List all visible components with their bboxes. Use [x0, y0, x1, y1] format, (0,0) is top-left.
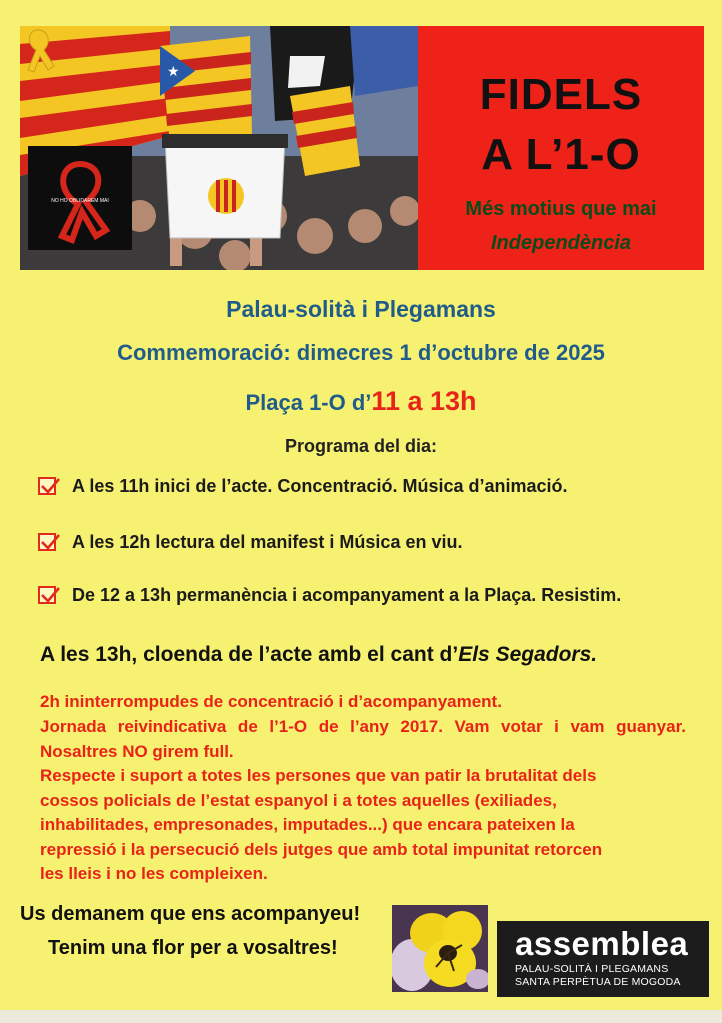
- place-prefix: Plaça 1-O d’: [245, 390, 372, 415]
- logo-sub-1: PALAU-SOLITÀ I PLEGAMANS: [515, 963, 669, 975]
- checkbox-icon: [38, 533, 56, 551]
- invitation-line: Us demanem que ens acompanyeu!: [20, 903, 361, 925]
- program-heading: Programa del dia:: [284, 436, 438, 456]
- statement-line-1: 2h ininterrompudes de concentració i d’acompanyament.: [40, 692, 502, 711]
- event-date: Commemoració: dimecres 1 d’octubre de 2025: [117, 340, 605, 365]
- statement-line: inhabilitades, empresonades, imputades...) que encara pateixen la: [40, 815, 575, 835]
- pansy-flower-icon: [392, 905, 488, 992]
- logo-sub-2: SANTA PERPÈTUA DE MOGODA: [515, 976, 681, 988]
- closing-line: [40, 643, 597, 667]
- statement-paragraph-3: [40, 764, 686, 887]
- program-item: [38, 474, 568, 498]
- bottom-strip: [0, 1010, 722, 1023]
- statement-line: repressió i la persecució dels jutges que amb total impunitat retorcen: [40, 839, 603, 859]
- closing-d: d’: [439, 643, 459, 666]
- program-item: [38, 583, 621, 607]
- crowd-with-flags-illustration: [20, 26, 418, 270]
- place-time: 11 a 13h: [371, 386, 477, 416]
- statement-line: Respecte i suport a totes les persones que van patir la brutalitat dels: [40, 766, 597, 785]
- title-line-2: A L’1-O: [481, 130, 641, 179]
- flower-photo: [392, 905, 488, 992]
- program-item-text: A les 11h inici de l’acte. Concentració. Música d’animació.: [72, 475, 568, 496]
- flower-line: Tenim una flor per a vosaltres!: [48, 937, 338, 959]
- svg-text:★: ★: [167, 63, 180, 79]
- subtitle: Més motius que mai: [465, 198, 657, 220]
- title-line-1: FIDELS: [479, 70, 643, 119]
- title-box: [418, 26, 704, 270]
- statement-paragraph-2: Jornada reivindicativa de l’1-O de l’any 2017. Vam votar i vam guanyar. Nosaltres NO girem full.: [40, 717, 686, 761]
- program-item: [38, 530, 462, 554]
- song-title: Els Segadors.: [458, 643, 598, 666]
- rally-photo: [20, 26, 418, 270]
- logo-word: assemblea: [515, 925, 689, 962]
- program-item-text: A les 12h lectura del manifest i Música en viu.: [72, 531, 463, 552]
- event-place: [0, 386, 722, 417]
- checkbox-icon: [38, 586, 56, 604]
- closing-prefix: A les 13h, cloenda de l’acte amb el cant: [40, 643, 440, 666]
- town-name: Palau-solità i Plegamans: [226, 296, 496, 322]
- subtitle-italic: Independència: [490, 232, 632, 254]
- ribbon-caption: NO HO OBLIDAREM MAI: [51, 198, 109, 204]
- statement-line: cossos policials de l’estat espanyol i a totes aquelles (exiliades,: [40, 790, 557, 810]
- ballot-box: [162, 134, 288, 238]
- checkbox-icon: [38, 477, 56, 495]
- program-item-text: De 12 a 13h permanència i acompanyament a la Plaça. Resistim.: [72, 584, 622, 605]
- flag-center: [160, 36, 252, 144]
- assemblea-logo: [497, 921, 709, 997]
- ribbon-badge: [28, 146, 132, 250]
- statement-line: les lleis i no les compleixen.: [40, 864, 268, 884]
